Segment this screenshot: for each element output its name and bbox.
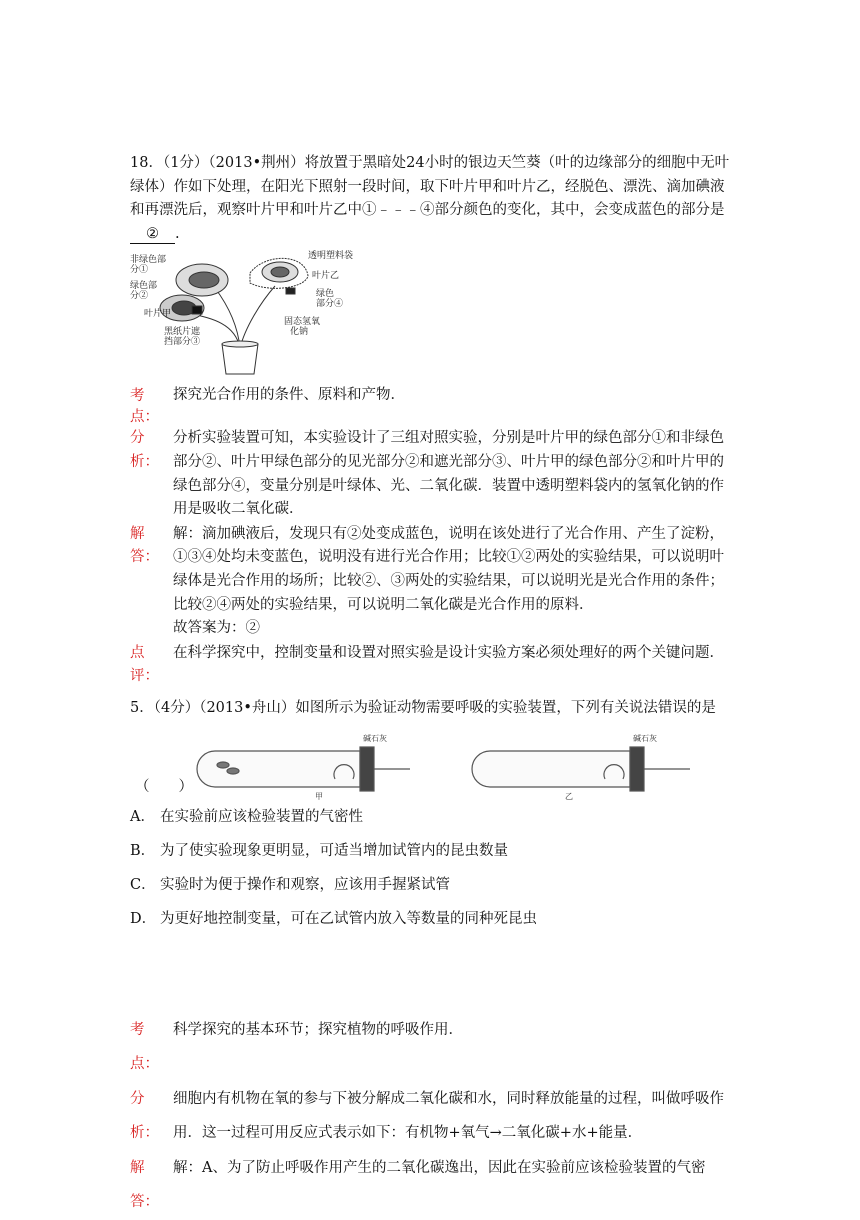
q5-jieda-label: 解答： bbox=[130, 1159, 159, 1210]
q5-fenxi-text: 细胞内有机物在氧的参与下被分解成二氧化碳和水，同时释放能量的过程，叫做呼吸作用．这一过程可用反应式表示如下：有机物+氧气→二氧化碳+水+能量． bbox=[173, 1090, 724, 1141]
q5-jieda-text: 解：A、为了防止呼吸作用产生的二氧化碳逸出，因此在实验前应该检验装置的气密 bbox=[173, 1159, 706, 1176]
q5-figure bbox=[130, 721, 735, 803]
label-non-green: 非绿色部 bbox=[130, 254, 167, 265]
jieda-text: 解：滴加碘液后，发现只有②处变成蓝色，说明在该处进行了光合作用、产生了淀粉，①③④处均未变蓝色，说明没有进行光合作用；比较①②两处的实验结果，可以说明叶绿体是光合作用的场所；比较②、③两处的实验结果，可以说明光是光合作用的条件；比较②④两处的实验结果，可以说明二氧化碳是光合作用的原料． bbox=[173, 525, 724, 613]
stopper-jia bbox=[360, 747, 374, 791]
q5-fenxi-label: 分析： bbox=[130, 1090, 159, 1141]
answer-line: 故答案为：② bbox=[173, 620, 260, 637]
q5-stem: 5．（4分）（2013•舟山）如图所示为验证动物需要呼吸的实验装置，下列有关说法错误的是 bbox=[130, 699, 716, 716]
q18-dianping bbox=[130, 642, 735, 689]
label-plastic-bag: 透明塑料袋 bbox=[308, 250, 354, 261]
label-lime-b: 碱石灰 bbox=[633, 733, 657, 743]
label-lime-a: 碱石灰 bbox=[363, 733, 387, 743]
svg-text:挡部分③: 挡部分③ bbox=[164, 336, 201, 347]
option-c-key: C． bbox=[130, 876, 156, 893]
label-naoh: 固态氢氧 bbox=[284, 316, 321, 327]
option-c[interactable] bbox=[130, 875, 735, 895]
svg-text:分①: 分① bbox=[130, 264, 149, 275]
q5-paren: （ ） bbox=[135, 778, 193, 795]
label-black-paper: 黑纸片遮 bbox=[164, 326, 201, 337]
fenxi-text: 分析实验装置可知，本实验设计了三组对照实验，分别是叶片甲的绿色部分①和非绿色部分②、叶片甲绿色部分的见光部分②和遮光部分③、叶片甲的绿色部分②和叶片甲的绿色部分④，变量分别是叶绿体、光、二氧化碳．装置中透明塑料袋内的氢氧化钠的作用是吸收二氧化碳． bbox=[173, 430, 724, 518]
q5-explanation bbox=[130, 1013, 735, 1219]
svg-text:分②: 分② bbox=[130, 290, 149, 301]
q5-jieda bbox=[130, 1151, 735, 1219]
q18-stem-end: . bbox=[175, 225, 180, 242]
option-c-text: 实验时为便于操作和观察，应该用手握紧试管 bbox=[160, 876, 450, 893]
q5-kaodian-label: 考点： bbox=[130, 1021, 159, 1072]
q18-answer-blank: ② bbox=[130, 225, 175, 244]
option-b-text: 为了使实验现象更明显，可适当增加试管内的昆虫数量 bbox=[160, 842, 508, 859]
option-b[interactable] bbox=[130, 841, 735, 861]
page-content bbox=[130, 152, 735, 1220]
q5-tubes-figure bbox=[185, 721, 745, 803]
svg-text:部分④: 部分④ bbox=[316, 298, 344, 309]
q5-options bbox=[130, 807, 735, 929]
kaodian-text: 探究光合作用的条件、原料和产物． bbox=[173, 387, 405, 404]
label-green4: 绿色 bbox=[316, 288, 335, 299]
option-d-key: D． bbox=[130, 910, 157, 927]
kaodian-label: 考点： bbox=[130, 388, 159, 426]
svg-text:化钠: 化钠 bbox=[290, 326, 309, 337]
dianping-label: 点评： bbox=[130, 644, 159, 685]
q18-stem bbox=[130, 152, 735, 246]
label-leaf-jia: 叶片甲 bbox=[144, 308, 172, 319]
label-green: 绿色部 bbox=[130, 280, 158, 291]
dianping-text: 在科学探究中，控制变量和设置对照实验是设计实验方案必须处理好的两个关键问题． bbox=[173, 644, 724, 661]
q5-kaodian bbox=[130, 1013, 735, 1081]
q5-fenxi bbox=[130, 1082, 735, 1150]
option-d-text: 为更好地控制变量，可在乙试管内放入等数量的同种死昆虫 bbox=[160, 910, 537, 927]
q5-kaodian-text: 科学探究的基本环节；探究植物的呼吸作用． bbox=[173, 1021, 463, 1038]
option-a-text: 在实验前应该检验装置的气密性 bbox=[160, 808, 363, 825]
option-d[interactable] bbox=[130, 909, 735, 929]
option-a-key: A． bbox=[130, 808, 155, 825]
jieda-label: 解答： bbox=[130, 525, 159, 566]
option-a[interactable] bbox=[130, 807, 735, 827]
q18-jieda bbox=[130, 523, 735, 641]
fenxi-label: 分析： bbox=[130, 430, 159, 470]
option-b-key: B． bbox=[130, 842, 156, 859]
label-tube-yi: 乙 bbox=[565, 791, 573, 801]
q18-stem-text: 18．（1分）（2013•荆州）将放置于黑暗处24小时的银边天竺葵（叶的边缘部分的细胞中无叶绿体）作如下处理，在阳光下照射一段时间，取下叶片甲和叶片乙，经脱色、漂洗、滴加碘液和再漂洗后，观察叶片甲和叶片乙中①﹣﹣﹣④部分颜色的变化，其中，会变成蓝色的部分是 bbox=[130, 155, 730, 219]
label-tube-jia: 甲 bbox=[315, 791, 323, 801]
q18-fenxi bbox=[130, 427, 735, 521]
q18-plant-figure bbox=[130, 248, 370, 376]
stopper-yi bbox=[630, 747, 644, 791]
q18-kaodian bbox=[130, 384, 735, 426]
label-leaf-yi: 叶片乙 bbox=[312, 270, 340, 281]
